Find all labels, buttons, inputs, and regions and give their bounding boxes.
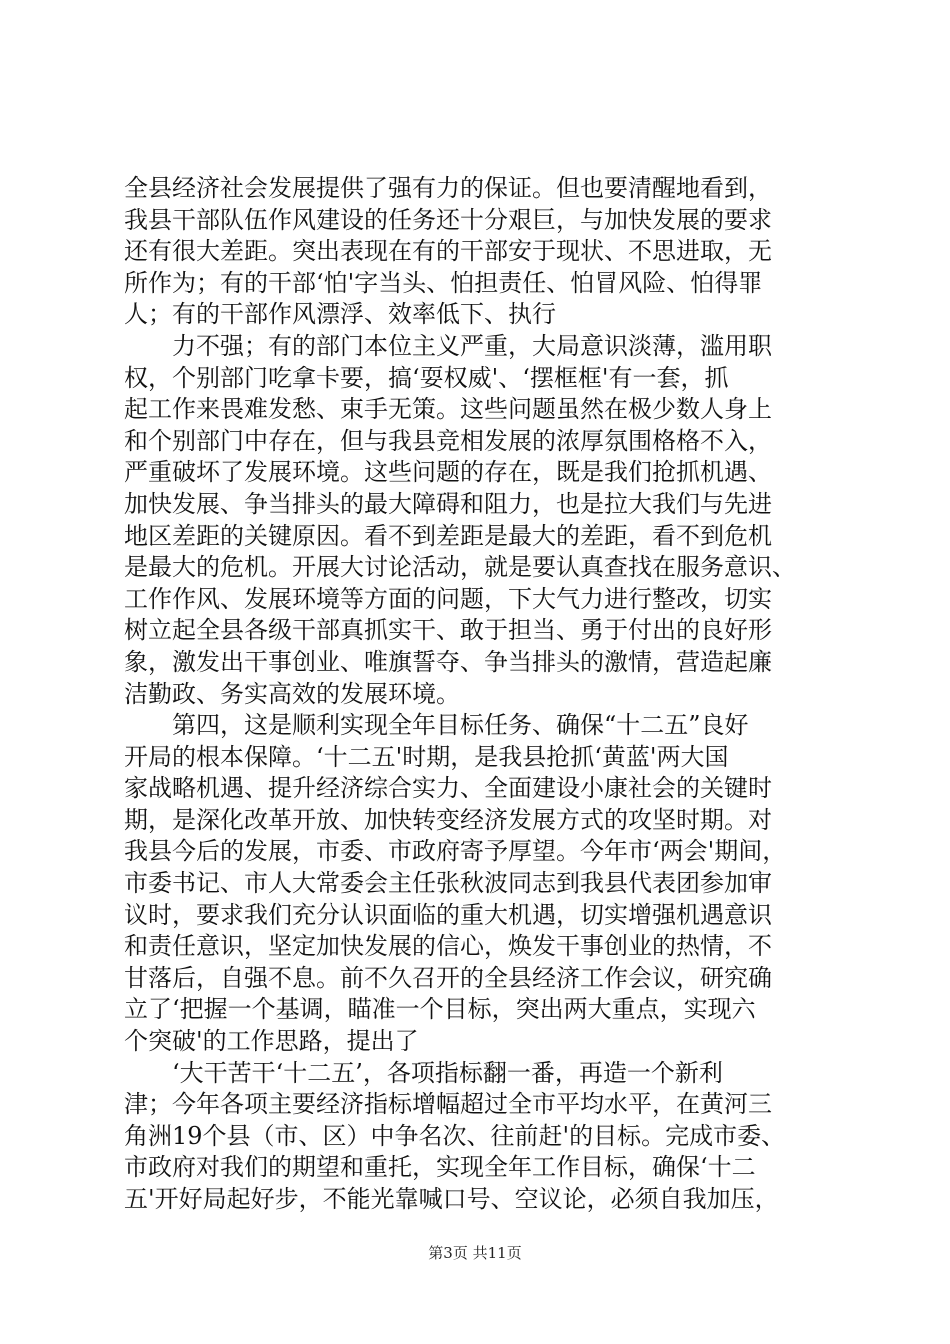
text-line: 加快发展、争当排头的最大障碍和阻力，也是拉大我们与先进 [124, 489, 772, 518]
text-line: 是最大的危机。开展大讨论活动，就是要认真查找在服务意识、 [124, 553, 796, 582]
body-text [124, 173, 834, 1216]
text-line: 津；今年各项主要经济指标增幅超过全市平均水平，在黄河三 [124, 1090, 772, 1119]
text-line: 开局的根本保障。‘十二五'时期，是我县抢抓‘黄蓝'两大国 [124, 742, 729, 771]
text-line: 家战略机遇、提升经济综合实力、全面建设小康社会的关键时 [124, 774, 772, 803]
text-line: 人；有的干部作风漂浮、效率低下、执行 [124, 300, 556, 329]
text-line: 象，激发出干事创业、唯旗誓夺、争当排头的激情，营造起廉 [124, 647, 772, 676]
text-line: 力不强；有的部门本位主义严重，大局意识淡薄，滥用职 [124, 331, 772, 360]
text-line: 市委书记、市人大常委会主任张秋波同志到我县代表团参加审 [124, 869, 772, 898]
text-line: 期，是深化改革开放、加快转变经济发展方式的攻坚时期。对 [124, 805, 772, 834]
text-line: 严重破坏了发展环境。这些问题的存在，既是我们抢抓机遇、 [124, 458, 772, 487]
text-line: 我县今后的发展，市委、市政府寄予厚望。今年市‘两会'期间， [124, 837, 787, 866]
text-line: 立了‘把握一个基调，瞄准一个目标，突出两大重点，实现六 [124, 995, 756, 1024]
text-line: 议时，要求我们充分认识面临的重大机遇，切实增强机遇意识 [124, 900, 772, 929]
text-line: 洁勤政、务实高效的发展环境。 [124, 679, 460, 708]
text-line: 市政府对我们的期望和重托，实现全年工作目标，确保‘十二 [124, 1153, 756, 1182]
text-line: 我县干部队伍作风建设的任务还十分艰巨，与加快发展的要求 [124, 205, 772, 234]
text-line: 和责任意识，坚定加快发展的信心，焕发干事创业的热情，不 [124, 932, 772, 961]
text-line: 甘落后，自强不息。前不久召开的全县经济工作会议，研究确 [124, 963, 772, 992]
text-line: 和个别部门中存在，但与我县竞相发展的浓厚氛围格格不入， [124, 426, 772, 455]
text-line: ‘大干苦干‘十二五’，各项指标翻一番，再造一个新利 [124, 1058, 723, 1087]
text-line: 起工作来畏难发愁、束手无策。这些问题虽然在极少数人身上 [124, 395, 772, 424]
text-line: 全县经济社会发展提供了强有力的保证。但也要清醒地看到， [124, 174, 772, 202]
text-line: 工作作风、发展环境等方面的问题，下大气力进行整改，切实 [124, 584, 772, 613]
text-line: 角洲19个县（市、区）中争名次、往前赶'的目标。完成市委、 [124, 1121, 786, 1150]
text-line: 还有很大差距。突出表现在有的干部安于现状、不思进取，无 [124, 237, 772, 266]
text-line: 树立起全县各级干部真抓实干、敢于担当、勇于付出的良好形 [124, 616, 772, 645]
text-line: 五'开好局起好步，不能光靠喊口号、空议论，必须自我加压， [124, 1185, 779, 1213]
page-footer [0, 1243, 950, 1263]
text-line: 权，个别部门吃拿卡要，搞‘耍权威'、‘摆框框'有一套，抓 [124, 363, 729, 392]
page-number: 第3页 共11页 [428, 1244, 522, 1262]
text-line: 第四，这是顺利实现全年目标任务、确保“十二五”良好 [124, 711, 749, 740]
text-line: 所作为；有的干部‘怕'字当头、怕担责任、怕冒风险、怕得罪 [124, 268, 763, 297]
text-line: 个突破'的工作思路，提出了 [124, 1027, 419, 1056]
text-line: 地区差距的关键原因。看不到差距是最大的差距，看不到危机 [124, 521, 772, 550]
